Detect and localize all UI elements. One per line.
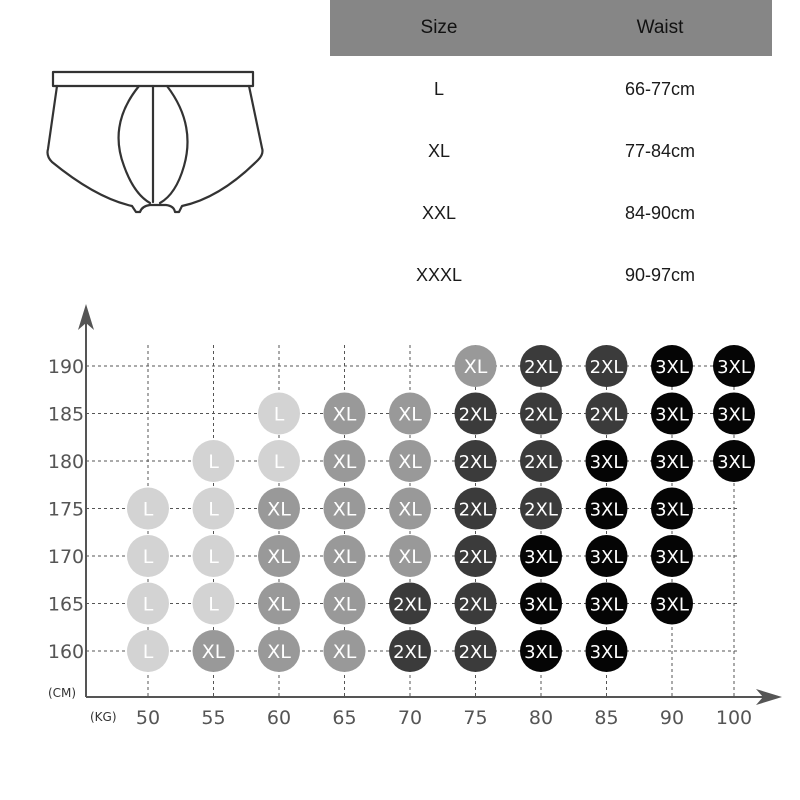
y-tick-label: 180 <box>47 451 85 473</box>
size-marker-label: 3XL <box>524 594 558 616</box>
size-marker-label: XL <box>332 593 357 616</box>
y-axis-unit-label: (CM) <box>48 686 77 700</box>
size-marker-label: 2XL <box>458 547 493 568</box>
size-marker <box>127 630 169 672</box>
size-marker-label: 2XL <box>393 642 427 663</box>
size-marker <box>258 393 300 435</box>
size-marker-label: L <box>273 403 285 426</box>
header-size: Size <box>420 17 458 38</box>
size-marker <box>586 535 628 577</box>
size-marker <box>389 630 431 672</box>
size-marker-label: 3XL <box>717 357 751 378</box>
size-marker-label: 3XL <box>655 357 689 378</box>
size-marker <box>520 440 562 482</box>
size-marker-label: 2XL <box>524 404 558 426</box>
size-marker <box>520 535 562 577</box>
x-tick-label: 50 <box>135 707 161 729</box>
size-marker <box>127 583 169 625</box>
size-marker <box>455 345 497 387</box>
size-marker <box>258 440 300 482</box>
size-marker <box>455 488 497 530</box>
size-marker-label: L <box>142 641 154 663</box>
size-marker-label: L <box>142 498 154 521</box>
x-tick-label: 75 <box>463 707 488 729</box>
size-marker-label: 2XL <box>458 452 493 473</box>
size-marker <box>127 535 169 577</box>
size-marker-label: XL <box>398 498 422 521</box>
size-marker-label: XL <box>398 546 422 568</box>
size-marker <box>324 488 366 530</box>
size-marker <box>193 488 235 530</box>
size-cell: XXXL <box>415 264 463 285</box>
size-cell: L <box>433 78 444 99</box>
size-marker <box>520 488 562 530</box>
size-marker-label: XL <box>267 546 291 568</box>
size-marker-label: 3XL <box>717 404 751 426</box>
size-marker-label: 2XL <box>524 499 558 521</box>
size-marker-label: 3XL <box>655 452 689 473</box>
x-tick-label: 55 <box>201 707 226 729</box>
size-marker-label: 3XL <box>589 547 624 568</box>
size-marker <box>520 630 562 672</box>
size-marker-label: 3XL <box>655 547 689 568</box>
size-marker <box>258 488 300 530</box>
y-tick-label: 175 <box>47 498 85 521</box>
size-marker-label: XL <box>201 641 226 663</box>
size-marker-label: 2XL <box>458 642 493 663</box>
size-marker <box>586 440 628 482</box>
size-marker-label: XL <box>267 641 291 663</box>
size-marker-label: L <box>142 593 154 616</box>
size-marker-label: 3XL <box>655 594 689 616</box>
size-marker-label: 2XL <box>393 594 427 616</box>
size-marker-label: L <box>208 593 219 616</box>
size-marker <box>651 345 693 387</box>
size-marker-label: XL <box>267 593 291 616</box>
size-marker <box>651 488 693 530</box>
size-marker-label: 3XL <box>524 547 558 568</box>
size-marker <box>455 583 497 625</box>
x-tick-label: 85 <box>594 707 619 729</box>
size-marker-label: XL <box>332 403 357 426</box>
size-cell: XL <box>427 140 451 161</box>
size-marker-label: 2XL <box>524 452 558 473</box>
x-tick-label: 60 <box>266 707 292 729</box>
size-marker-label: XL <box>332 451 357 473</box>
size-marker-label: XL <box>332 498 357 521</box>
size-marker-label: 3XL <box>589 642 624 663</box>
size-marker <box>651 393 693 435</box>
size-marker-label: 2XL <box>458 404 493 426</box>
y-tick-label: 160 <box>47 641 85 663</box>
size-marker <box>324 440 366 482</box>
size-marker <box>389 535 431 577</box>
size-marker-label: XL <box>398 403 422 426</box>
size-marker <box>713 393 755 435</box>
size-marker <box>324 535 366 577</box>
size-marker <box>455 630 497 672</box>
size-marker <box>389 488 431 530</box>
size-marker-label: 3XL <box>589 499 624 521</box>
size-marker-label: 2XL <box>458 499 493 521</box>
size-marker <box>651 535 693 577</box>
size-marker-label: 2XL <box>589 357 624 378</box>
size-marker <box>193 583 235 625</box>
size-marker <box>520 583 562 625</box>
size-marker-label: 3XL <box>655 404 689 426</box>
size-marker <box>324 583 366 625</box>
size-marker <box>651 440 693 482</box>
size-marker-label: 3XL <box>655 499 689 521</box>
y-tick-label: 190 <box>47 356 85 378</box>
waist-cell: 77-84cm <box>624 140 696 161</box>
size-marker <box>586 393 628 435</box>
size-marker-label: 2XL <box>458 594 493 616</box>
size-marker-label: L <box>208 498 219 521</box>
size-marker <box>193 535 235 577</box>
size-marker-label: XL <box>463 356 488 378</box>
size-marker-label: L <box>273 451 285 473</box>
size-marker-label: XL <box>332 641 357 663</box>
size-marker <box>455 535 497 577</box>
size-marker <box>193 440 235 482</box>
size-marker <box>258 535 300 577</box>
header-waist: Waist <box>636 17 684 38</box>
size-marker <box>389 440 431 482</box>
size-marker-label: L <box>142 546 154 568</box>
size-marker-label: 3XL <box>589 594 624 616</box>
y-tick-label: 185 <box>47 403 85 426</box>
size-marker <box>389 393 431 435</box>
size-marker-label: 3XL <box>717 452 751 473</box>
size-marker-label: 3XL <box>589 452 624 473</box>
y-tick-labels <box>48 356 84 663</box>
size-marker-label: XL <box>398 451 422 473</box>
size-marker <box>455 440 497 482</box>
size-marker-label: XL <box>267 498 291 521</box>
size-marker <box>651 583 693 625</box>
y-tick-label: 165 <box>47 593 85 616</box>
x-tick-labels <box>136 707 752 729</box>
size-marker-label: 2XL <box>589 404 624 426</box>
size-marker <box>258 630 300 672</box>
size-marker <box>586 488 628 530</box>
waist-cell: 90-97cm <box>624 264 696 285</box>
x-axis-unit-label: (KG) <box>90 710 117 724</box>
size-cell: XXL <box>421 202 457 223</box>
size-marker <box>127 488 169 530</box>
size-marker <box>258 583 300 625</box>
size-marker-label: XL <box>332 546 357 568</box>
size-marker <box>586 583 628 625</box>
size-marker <box>520 345 562 387</box>
x-tick-label: 100 <box>715 707 753 729</box>
size-marker <box>324 630 366 672</box>
x-tick-label: 70 <box>397 707 423 729</box>
size-marker <box>389 583 431 625</box>
size-marker <box>586 345 628 387</box>
size-marker <box>586 630 628 672</box>
size-marker <box>455 393 497 435</box>
size-marker-label: L <box>208 451 219 473</box>
y-tick-label: 170 <box>47 546 85 568</box>
size-marker <box>713 440 755 482</box>
size-marker <box>713 345 755 387</box>
size-marker <box>520 393 562 435</box>
x-tick-label: 80 <box>528 707 554 729</box>
size-marker-label: 3XL <box>524 642 558 663</box>
x-tick-label: 90 <box>659 707 685 729</box>
size-marker-label: 2XL <box>524 357 558 378</box>
waist-cell: 66-77cm <box>624 78 696 99</box>
x-tick-label: 65 <box>332 707 357 729</box>
size-marker <box>193 630 235 672</box>
waist-cell: 84-90cm <box>624 202 696 223</box>
size-marker-label: L <box>208 546 219 568</box>
size-marker <box>324 393 366 435</box>
